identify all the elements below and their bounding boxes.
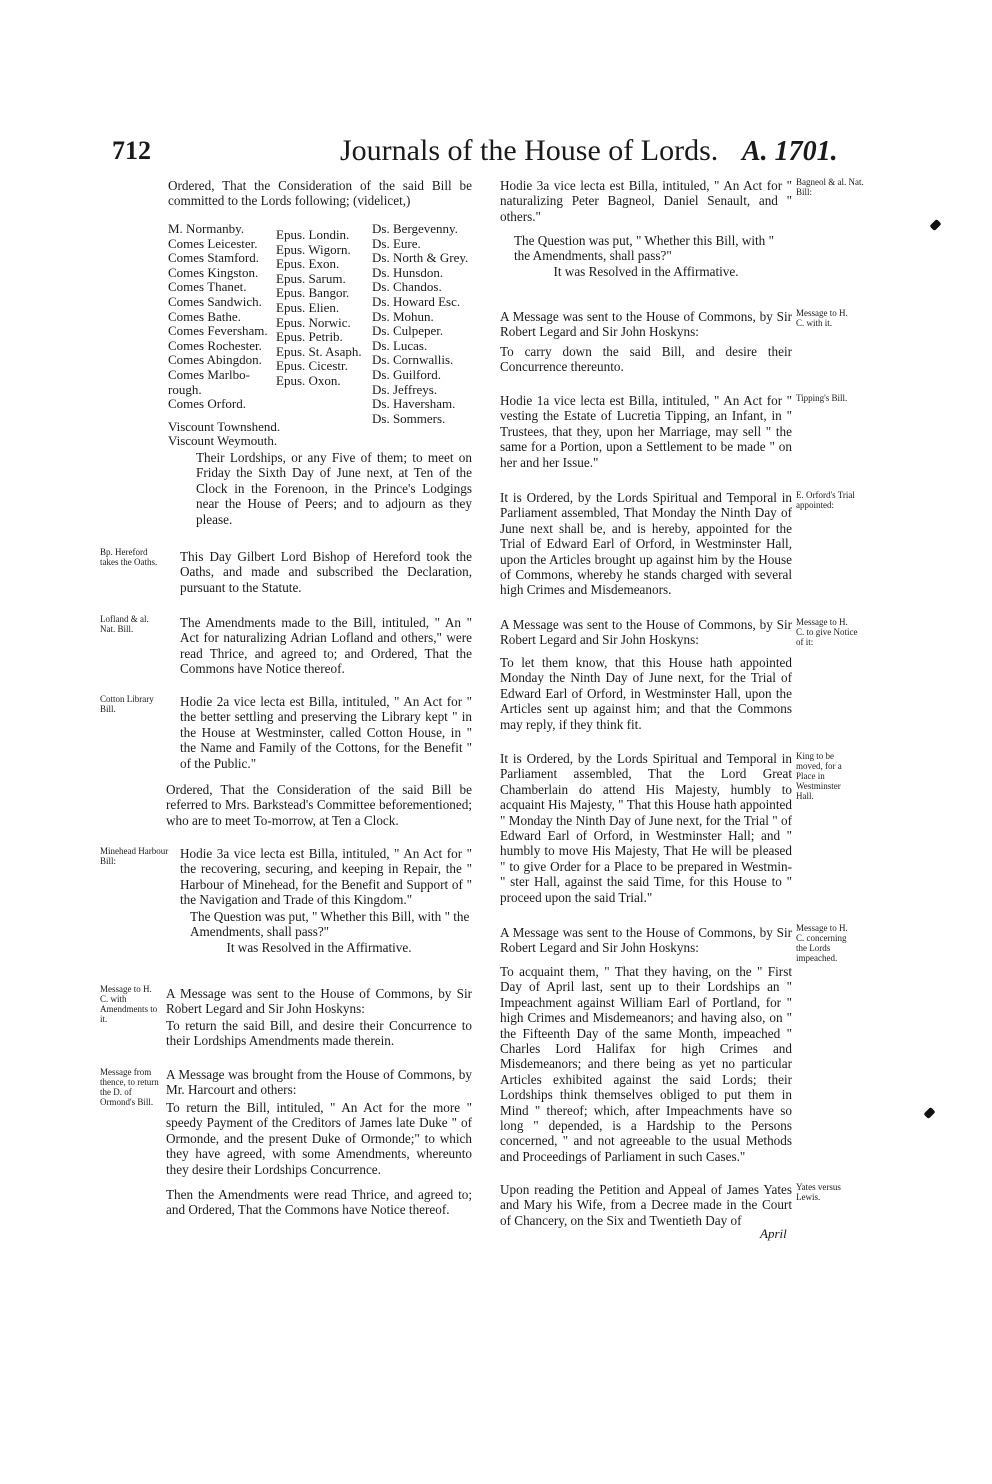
lord-item: Ds. North & Grey. [372, 250, 469, 266]
lord-item: Comes Feversham. [168, 323, 268, 339]
lord-item: Ds. Chandos. [372, 279, 442, 295]
lord-item: M. Normanby. [168, 221, 245, 236]
lord-item: Epus. Cicestr. [276, 358, 348, 374]
lord-item: Ds. Eure. [372, 235, 421, 251]
lord-item: Comes Abingdon. [168, 352, 262, 368]
lord-item: Epus. Exon. [276, 256, 340, 272]
lord-item: Ds. Haversham. [372, 396, 456, 412]
left-resolution: It was Resolved in the Affirmative. [226, 940, 412, 955]
lord-item: Ds. Jeffreys. [372, 381, 438, 397]
left-paragraph-minehead: Hodie 3a vice lecta est Billa, intituled, " An Act for " the recovering, securing, and keeping in Repair, the " Harbour of Minehead, for the Benefit and Support of " the Navigation and Trade of this Kingdom." [180, 846, 472, 908]
left-paragraph-return-bill: To return the said Bill, and desire their Concurrence to their Lordships Amendments made therein. [166, 1018, 472, 1049]
lord-item: Comes Thanet. [168, 279, 247, 295]
lord-item: Comes Kingston. [168, 264, 259, 280]
margin-note-cotton-library: Cotton Library Bill. [100, 694, 154, 714]
left-paragraph-lofland: The Amendments made to the Bill, intituled, " An " Act for naturalizing Adrian Lofland and others," were read Thrice, and agreed to; and Ordered, That the Commons have Notice thereof. [180, 615, 472, 677]
lord-item: Ds. Cornwallis. [372, 352, 454, 368]
right-paragraph-bagneol: Hodie 3a vice lecta est Billa, intituled, " An Act for " naturalizing Peter Bagneol, Daniel Senault, and " others." [500, 178, 792, 224]
right-paragraph-let-know: To let them know, that this House hath appointed Monday the Ninth Day of June next, for the Trial of Edward Earl of Orford, in Westminster Hall, upon the Articles sent up against him; and that the Commons may reply, if they think fit. [500, 655, 792, 732]
left-paragraph-message-brought: A Message was brought from the House of Commons, by Mr. Harcourt and others: [166, 1067, 472, 1098]
lord-item: Epus. Bangor. [276, 285, 350, 301]
right-paragraph-impeachments: To acquaint them, " That they having, on the " First Day of April last, sent up to their Lordships an " Impeachment against William Earl of Portland, for " high Crimes and Misdemeanors; and having also, on " the Fifteenth Day of the same Month, impeached " Charles Lord Halifax for high Crimes and Misdemeanors; and there being as yet no particular Articles exhibited against the said Lords; their Lordships think themselves obliged to put them in Mind " thereof; which, after Impeachments have so long " depended, is a Hardship to the Persons concerned, " and not agreeable to the usual Methods and Proceedings of Parliament in such Cases." [500, 964, 792, 1164]
catchword: April [760, 1226, 787, 1241]
lord-item: Ds. Mohun. [372, 308, 434, 324]
lord-item: Epus. Norwic. [276, 314, 351, 330]
lord-item: Epus. St. Asaph. [276, 343, 362, 359]
left-paragraph-cotton-library: Hodie 2a vice lecta est Billa, intituled, " An Act for " the better settling and preserving the Library kept " in the House at Westminster, called Cotton House, in " the Name and Family of the Cottons, for the Benefit " of the Public." [180, 694, 472, 771]
left-question: The Question was put, " Whether this Bill, with " the Amendments, shall pass?" [190, 909, 470, 940]
margin-note-king-moved: King to be moved, for a Place in Westminster Hall. [796, 751, 842, 801]
right-paragraph-tipping: Hodie 1a vice lecta est Billa, intituled, " An Act for " vesting the Estate of Lucretia Tipping, an Infant, in " Trustees, that they, upon her Marriage, may sell " the same for a Portion, upon a Settlement to be made " on her and her Issue." [500, 393, 792, 470]
lord-item: Comes Rochester. [168, 337, 262, 353]
lord-item: Ds. Hunsdon. [372, 264, 444, 280]
margin-note-lords-impeached: Message to H. C. concerning the Lords impeached. [796, 923, 848, 963]
left-paragraph-message-sent: A Message was sent to the House of Commons, by Sir Robert Legard and Sir John Hoskyns: [166, 986, 472, 1017]
lords-list-col3 [372, 222, 468, 426]
right-question: The Question was put, " Whether this Bill, with " the Amendments, shall pass?" [514, 233, 774, 264]
lord-item: Epus. Petrib. [276, 329, 343, 345]
margin-note-message-amendments: Message to H. C. with Amendments to it. [100, 984, 158, 1024]
lord-item: Epus. Elien. [276, 299, 340, 315]
lord-item: rough. [168, 381, 202, 397]
lord-item: Comes Leicester. [168, 235, 258, 251]
lords-list-col2 [276, 228, 362, 389]
lord-item: Viscount Townshend. [168, 418, 281, 434]
right-paragraph-message-sent-3: A Message was sent to the House of Commons, by Sir Robert Legard and Sir John Hoskyns: [500, 925, 792, 956]
page-title: Journals of the House of Lords. [340, 134, 719, 167]
margin-mark-icon [929, 219, 941, 231]
lord-item: Epus. Sarum. [276, 270, 346, 286]
margin-mark-icon [923, 1107, 935, 1119]
margin-note-orford-trial: E. Orford's Trial appointed: [796, 490, 855, 510]
page-number: 712 [112, 136, 151, 165]
lord-item: Comes Bathe. [168, 308, 241, 324]
left-paragraph-amendments-read: Then the Amendments were read Thrice, and agreed to; and Ordered, That the Commons have Notice thereof. [166, 1187, 472, 1218]
lord-item: Ds. Culpeper. [372, 323, 444, 339]
lord-item: Ds. Bergevenny. [372, 221, 458, 236]
lord-item: Comes Sandwich. [168, 293, 262, 309]
left-paragraph-committee-referred: Ordered, That the Consideration of the said Bill be referred to Mrs. Barkstead's Committee beforementioned; who are to meet To-morrow, at Ten a Clock. [166, 782, 472, 828]
lord-item: Ds. Sommers. [372, 410, 446, 426]
lord-item: Epus. Londin. [276, 227, 350, 242]
lord-item: Comes Marlbo- [168, 366, 250, 382]
year-label: A. 1701. [742, 136, 838, 167]
margin-note-lofland: Lofland & al. Nat. Bill. [100, 614, 149, 634]
margin-note-hereford: Bp. Hereford takes the Oaths. [100, 547, 158, 567]
lord-item: Viscount Weymouth. [168, 433, 278, 449]
left-paragraph-meeting: Their Lordships, or any Five of them; to meet on Friday the Sixth Day of June next, at Ten of the Clock in the Forenoon, in the Prince's Lodgings near the House of Peers; and to adjourn as they please. [196, 450, 472, 527]
left-paragraph-order-committee: Ordered, That the Consideration of the said Bill be committed to the Lords following; (videlicet,) [168, 178, 472, 209]
lord-item: Ds. Howard Esc. [372, 293, 461, 309]
left-paragraph-hereford: This Day Gilbert Lord Bishop of Hereford took the Oaths, and made and subscribed the Declaration, pursuant to the Statute. [180, 549, 472, 595]
right-paragraph-message-sent-1: A Message was sent to the House of Commons, by Sir Robert Legard and Sir John Hoskyns: [500, 309, 792, 340]
lord-item: Epus. Wigorn. [276, 241, 351, 257]
lord-item: Comes Orford. [168, 396, 246, 412]
margin-note-minehead: Minehead Harbour Bill: [100, 846, 169, 866]
right-paragraph-yates-appeal: Upon reading the Petition and Appeal of James Yates and Mary his Wife, from a Decree made in the Court of Chancery, on the Six and Twentieth Day of [500, 1182, 792, 1228]
margin-note-message-with-it: Message to H. C. with it. [796, 308, 848, 328]
margin-note-yates: Yates versus Lewis. [796, 1182, 841, 1202]
right-resolution: It was Resolved in the Affirmative. [553, 264, 739, 279]
margin-note-tipping: Tipping's Bill. [796, 393, 848, 403]
right-paragraph-lord-chamberlain: It is Ordered, by the Lords Spiritual and Temporal in Parliament assembled, That the Lord Great Chamberlain do attend His Majesty, humbly to acquaint His Majesty, " That this House hath appointed " Monday the Ninth Day of June next, for the Trial " of Edward Earl of Orford, in Westminster Hall; and " humbly to move His Majesty, That He will be pleased " to give Order for a Place to be prepared in Westmin- " ster Hall, against the said Time, for this House to " proceed upon the said Trial." [500, 751, 792, 905]
right-paragraph-message-sent-2: A Message was sent to the House of Commons, by Sir Robert Legard and Sir John Hoskyns: [500, 617, 792, 648]
lord-item: Comes Stamford. [168, 250, 259, 266]
left-paragraph-ormond-bill: To return the Bill, intituled, " An Act for the more " speedy Payment of the Creditors of James late Duke " of Ormonde, and the present Duke of Ormonde;" to which they have agreed, with some Amendments, whereunto they desire their Lordships Concurrence. [166, 1100, 472, 1177]
lord-item: Epus. Oxon. [276, 372, 341, 388]
right-paragraph-orford-trial: It is Ordered, by the Lords Spiritual and Temporal in Parliament assembled, That Monday the Ninth Day of June next shall be, and is hereby, appointed for the Trial of Edward Earl of Orford, in Westminster Hall, upon the Articles brought up against him by the House of Commons, whereby he stands charged with several high Crimes and Misdemeanors. [500, 490, 792, 598]
margin-note-ormond: Message from thence, to return the D. of Ormond's Bill. [100, 1067, 159, 1107]
right-paragraph-carry-down: To carry down the said Bill, and desire their Concurrence thereunto. [500, 344, 792, 375]
lords-list-col1 [168, 222, 280, 449]
lord-item: Ds. Lucas. [372, 337, 428, 353]
margin-note-bagneol: Bagneol & al. Nat. Bill: [796, 177, 864, 197]
margin-note-give-notice: Message to H. C. to give Notice of it: [796, 617, 858, 647]
lord-item: Ds. Guilford. [372, 366, 441, 382]
